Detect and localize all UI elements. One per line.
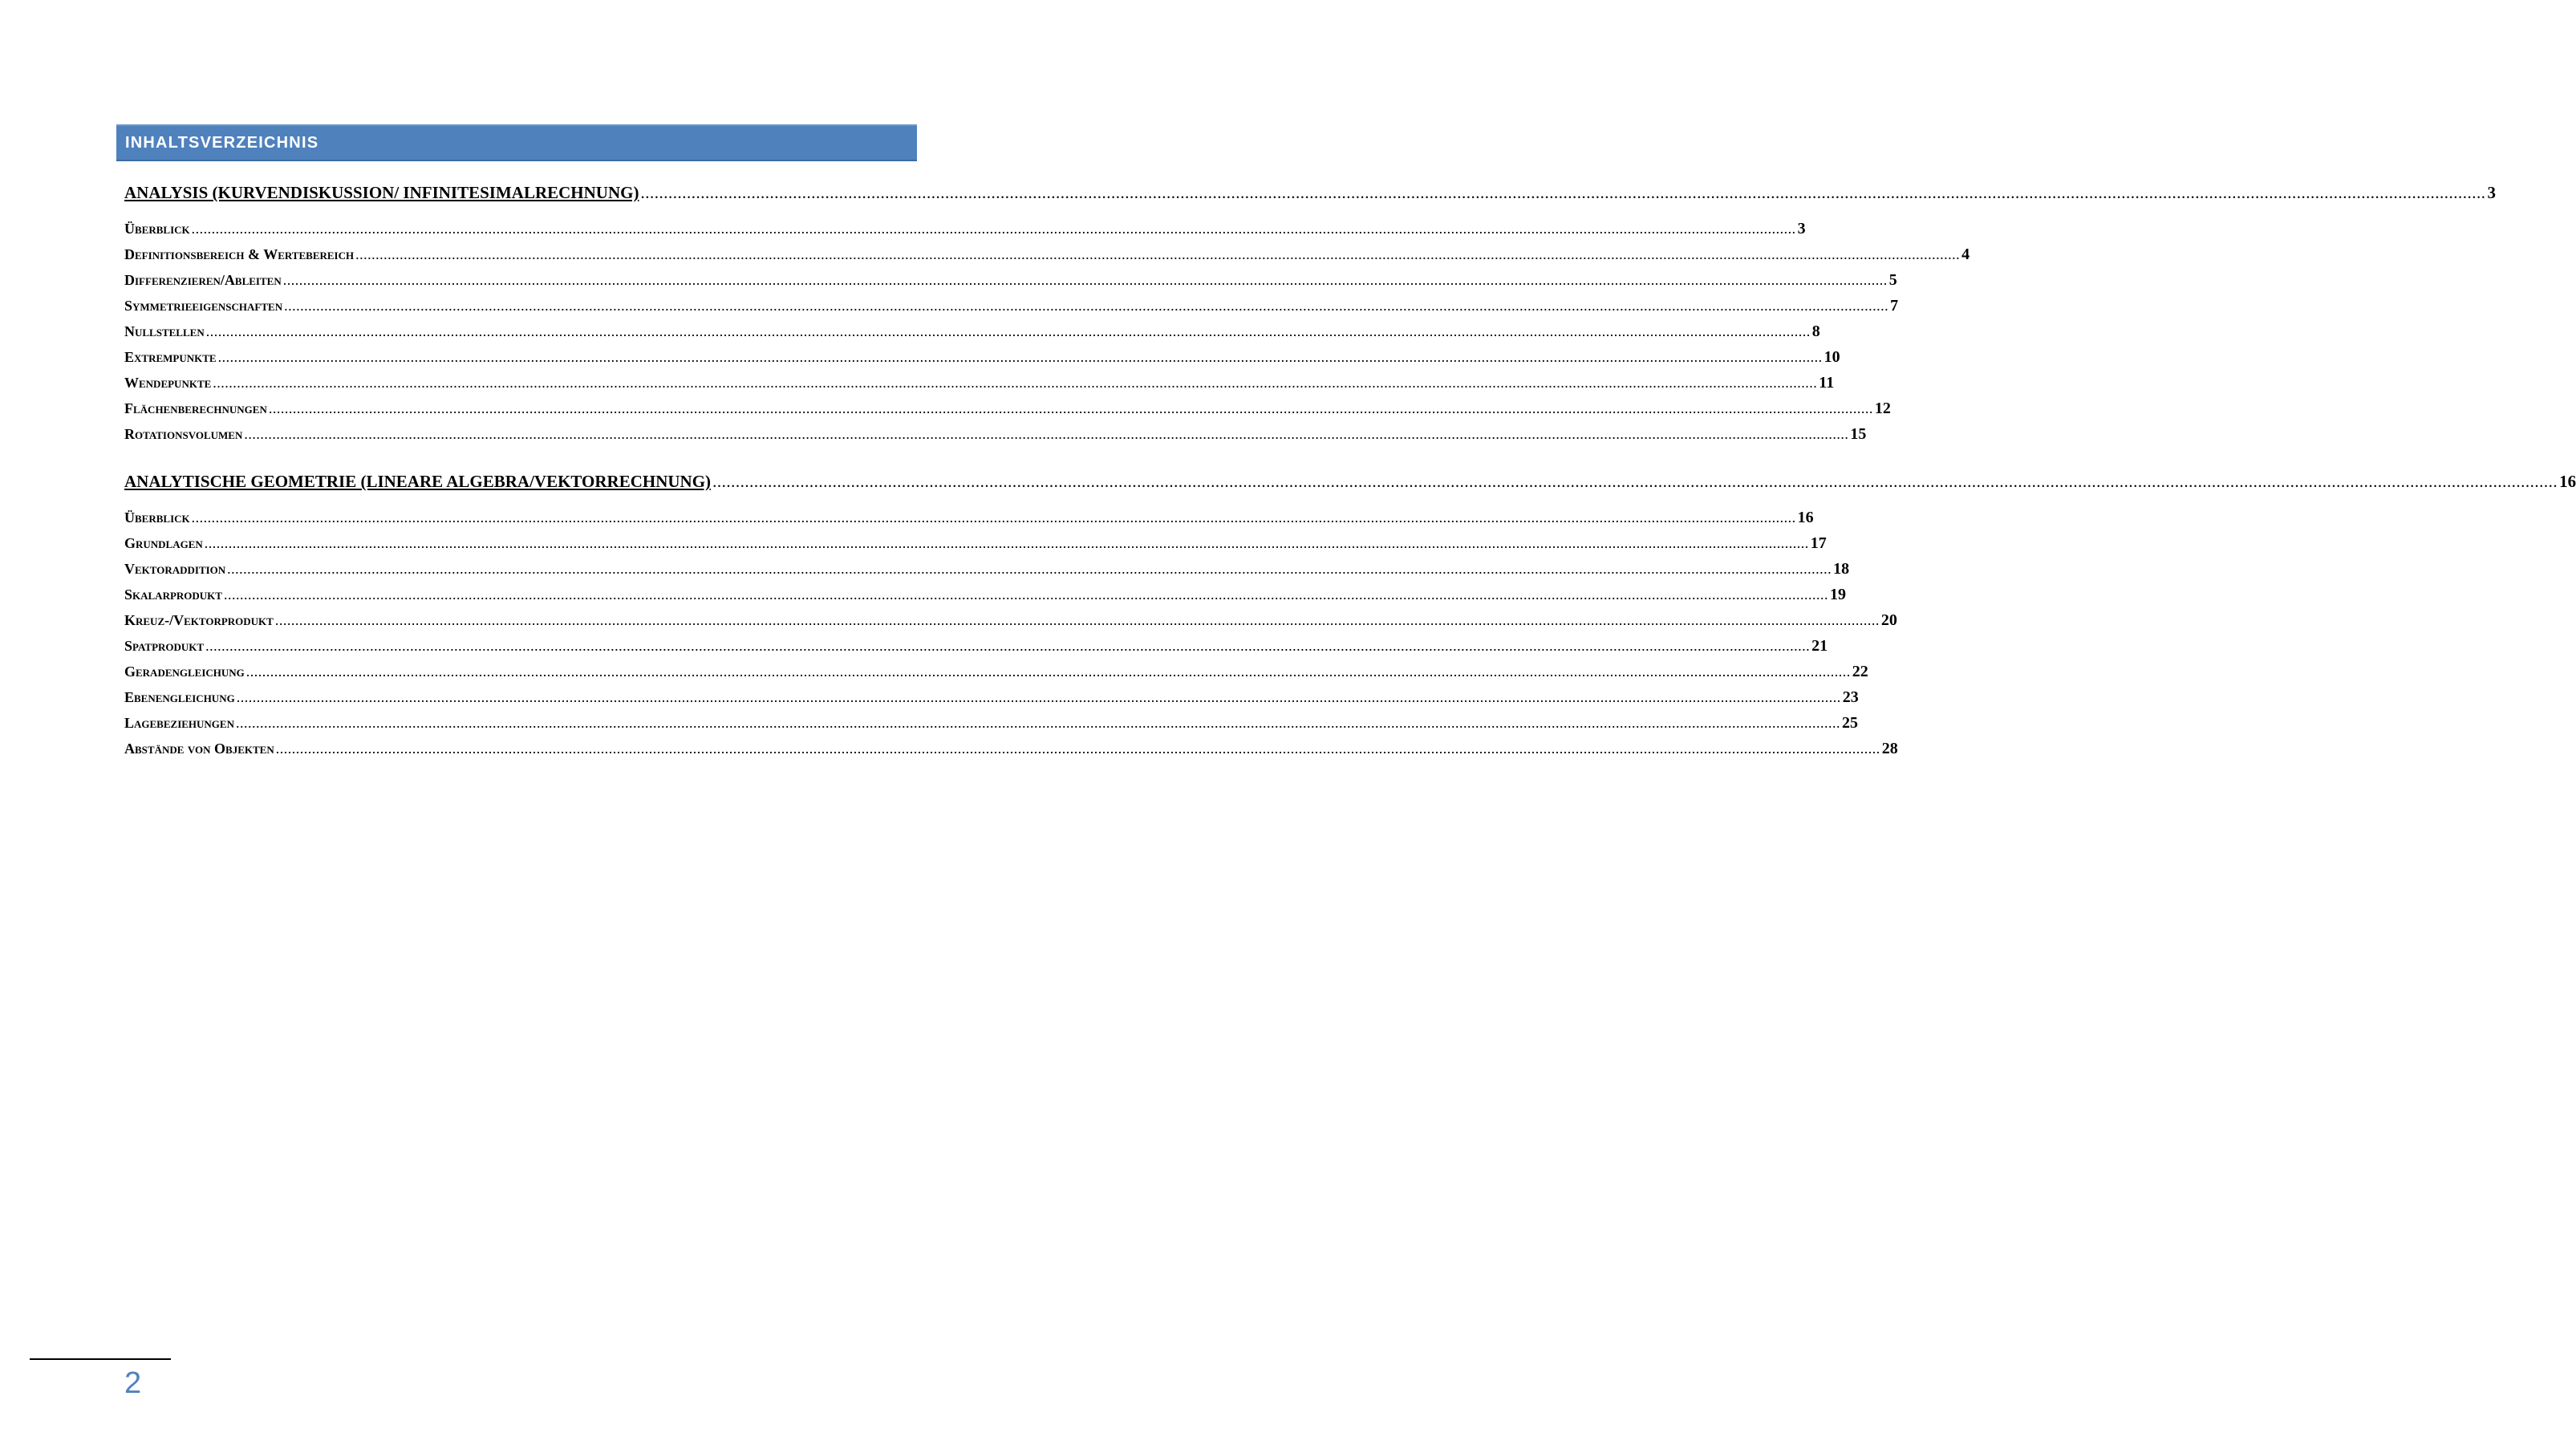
toc-section-entry[interactable] [124, 611, 1897, 630]
toc-leader-dots: ................................................................................................................................................................................................................................................................................................................................................................................................................ [268, 400, 1873, 416]
toc-entry-page: 25 [1841, 714, 1858, 732]
toc-entry-page: 28 [1881, 740, 1898, 757]
toc-entry-title: Definitionsbereich & Wertebereich [124, 246, 355, 262]
toc-section-entry[interactable] [124, 586, 1846, 604]
toc-leader-dots: ................................................................................................................................................................................................................................................................................................................................................................................................................ [355, 246, 1961, 262]
toc-leader-dots: ................................................................................................................................................................................................................................................................................................................................................................................................................ [227, 561, 1832, 577]
toc-section-entry[interactable] [124, 534, 1827, 553]
toc-entry-page: 4 [1961, 246, 1970, 263]
toc-entry-page: 11 [1819, 374, 1835, 392]
toc-entry-title: Vektoraddition [124, 561, 226, 577]
toc-leader-dots: ................................................................................................................................................................................................................................................................................................................................................................................................................ [236, 689, 1841, 705]
toc-section-entry[interactable] [124, 688, 1859, 707]
toc-leader-dots: ................................................................................................................................................................................................................................................................................................................................................................................................................ [204, 535, 1809, 551]
toc-chapter-entry[interactable] [124, 183, 2496, 203]
toc-entry-title: Flächenberechnungen [124, 400, 267, 416]
toc-entry-title: Extrempunkte [124, 349, 217, 365]
toc-section-entry[interactable] [124, 374, 1835, 392]
footer-divider [30, 1358, 171, 1360]
toc-entry-title: Geradengleichung [124, 664, 245, 680]
toc-entry-title: Abstände von Objekten [124, 741, 274, 757]
toc-section-entry[interactable] [124, 400, 1891, 418]
toc-section-entry[interactable] [124, 560, 1850, 578]
toc-chapter-entry[interactable] [124, 472, 2576, 492]
toc-entry-title: Spatprodukt [124, 638, 205, 654]
toc-leader-dots: ................................................................................................................................................................................................................................................................................................................................................................................................................ [191, 221, 1796, 237]
toc-entry-title: Kreuz-/Vektorprodukt [124, 612, 274, 628]
toc-entry-page: 16 [2559, 472, 2576, 491]
toc-entry-title: ANALYTISCHE GEOMETRIE (LINEARE ALGEBRA/VEKTORRECHNUNG) [124, 472, 712, 491]
toc-entry-page: 21 [1811, 637, 1828, 655]
toc-entry-title: Überblick [124, 221, 190, 237]
toc-entry-page: 12 [1874, 400, 1891, 417]
toc-entry-title: Lagebeziehungen [124, 715, 234, 731]
toc-leader-dots: ................................................................................................................................................................................................................................................................................................................................................................................................................ [275, 741, 1880, 757]
toc-leader-dots: ................................................................................................................................................................................................................................................................................................................................................................................................................ [282, 272, 1888, 288]
toc-leader-dots: ................................................................................................................................................................................................................................................................................................................................................................................................................ [244, 426, 1849, 442]
toc-leader-dots: ................................................................................................................................................................................................................................................................................................................................................................................................................ [217, 349, 1823, 365]
toc-leader-dots: ................................................................................................................................................................................................................................................................................................................................................................................................................ [274, 612, 1880, 628]
toc-section-entry[interactable] [124, 348, 1840, 367]
toc-section-entry[interactable] [124, 714, 1858, 733]
toc-entry-page: 22 [1852, 663, 1868, 680]
toc-entry-page: 20 [1880, 611, 1897, 629]
toc-leader-dots: ................................................................................................................................................................................................................................................................................................................................................................................................................ [712, 472, 2558, 491]
toc-section-entry[interactable] [124, 637, 1828, 655]
toc-entry-page: 23 [1842, 688, 1859, 706]
toc-entry-title: Differenzieren/Ableiten [124, 272, 282, 288]
toc-section-entry[interactable] [124, 297, 1899, 315]
toc-leader-dots: ................................................................................................................................................................................................................................................................................................................................................................................................................ [213, 375, 1818, 391]
toc-leader-dots: ................................................................................................................................................................................................................................................................................................................................................................................................................ [284, 298, 1889, 314]
toc-entry-title: Ebenengleichung [124, 689, 235, 705]
toc-leader-dots: ................................................................................................................................................................................................................................................................................................................................................................................................................ [191, 509, 1796, 526]
toc-entry-page: 19 [1829, 586, 1846, 603]
toc-entry-page: 7 [1890, 297, 1899, 315]
toc-header-bar [116, 124, 917, 161]
toc-entry-title: Symmetrieeigenschaften [124, 298, 283, 314]
toc-section-entry[interactable] [124, 425, 1867, 444]
toc-entry-page: 3 [1797, 220, 1806, 237]
toc-leader-dots: ................................................................................................................................................................................................................................................................................................................................................................................................................ [205, 323, 1811, 339]
toc-entry-page: 5 [1888, 271, 1897, 289]
toc-leader-dots: ................................................................................................................................................................................................................................................................................................................................................................................................................ [640, 183, 2486, 202]
toc-leader-dots: ................................................................................................................................................................................................................................................................................................................................................................................................................ [223, 586, 1828, 603]
toc-entry-title: Skalarprodukt [124, 586, 222, 603]
toc-section-entry[interactable] [124, 271, 1897, 290]
toc-entry-page: 18 [1833, 560, 1850, 578]
toc-entry-title: Grundlagen [124, 535, 203, 551]
toc-leader-dots: ................................................................................................................................................................................................................................................................................................................................................................................................................ [245, 664, 1851, 680]
toc-entry-page: 16 [1797, 509, 1814, 526]
toc-heading: INHALTSVERZEICHNIS [125, 134, 319, 152]
toc-leader-dots: ................................................................................................................................................................................................................................................................................................................................................................................................................ [235, 715, 1840, 731]
toc-entry-page: 15 [1850, 425, 1867, 443]
toc-entry-page: 17 [1810, 534, 1827, 552]
toc-section-entry[interactable] [124, 323, 1820, 341]
toc-entry-page: 8 [1811, 323, 1820, 340]
toc-entry-page: 10 [1823, 348, 1840, 366]
toc-section-entry[interactable] [124, 509, 1814, 527]
toc-leader-dots: ................................................................................................................................................................................................................................................................................................................................................................................................................ [205, 638, 1811, 654]
toc-section-entry[interactable] [124, 246, 1970, 264]
page-number: 2 [124, 1366, 142, 1400]
toc-entry-title: ANALYSIS (KURVENDISKUSSION/ INFINITESIMALRECHNUNG) [124, 183, 639, 202]
toc-entry-title: Überblick [124, 509, 190, 526]
toc-entry-title: Wendepunkte [124, 375, 212, 391]
toc-entry-page: 3 [2487, 183, 2496, 202]
toc-entry-title: Rotationsvolumen [124, 426, 243, 442]
toc-section-entry[interactable] [124, 663, 1868, 681]
toc-entry-title: Nullstellen [124, 323, 205, 339]
toc-section-entry[interactable] [124, 740, 1898, 758]
toc-section-entry[interactable] [124, 220, 1806, 238]
